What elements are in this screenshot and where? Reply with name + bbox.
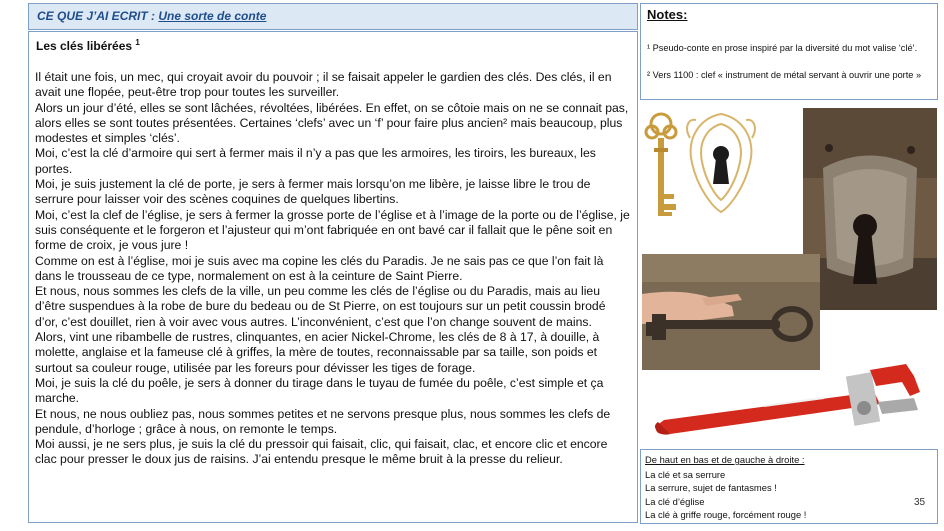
story-body	[35, 70, 631, 468]
church-key-image	[642, 254, 820, 370]
story-heading-text: Les clés libérées	[36, 39, 133, 53]
ornate-keyhole-image	[680, 108, 762, 218]
title-prefix: CE QUE J’AI ECRIT :	[37, 9, 159, 23]
story-paragraph: Moi, c’est la clef de l’église, je sers à fermer la grosse porte de l’église et à l’image de la porte ou de l’église, je suis conséquente et le forgeron et l’ajusteur qui m’ont fabriquée en ont bavé car il fallait que le pêne soit en forme de croix, je vous jure !	[35, 207, 630, 253]
story-paragraph: Alors un jour d’été, elles se sont lâchées, révoltées, libérées. En effet, on se côtoie mais on ne se connait pas, alors elles se sont toutes présentées. Certaines ‘clefs’ avec un ‘f’ pour faire plus ancien² mais beaucoup, plus modestes et simples ‘clés’.	[35, 100, 629, 146]
story-paragraph: Comme on est à l’église, moi je suis avec ma copine les clés du Paradis. Je ne sais pas ce que l’on fait là dans le trousseau de ce type, normalement on est à la ceinture de Saint Pierre.	[35, 253, 604, 283]
title-bar	[28, 3, 638, 30]
story-paragraph: Il était une fois, un mec, qui croyait avoir du pouvoir ; il se faisait appeler le gardien des clés. Des clés, il en avait une flopée, peut-être trop pour toutes les surveiller.	[35, 70, 612, 100]
caption-panel	[640, 449, 938, 524]
title-subtitle: Une sorte de conte	[158, 9, 267, 23]
story-paragraph: Moi, je suis la clé du poêle, je sers à donner du tirage dans le tuyau de fumée du poêle, c’est simple et ça marche.	[35, 375, 604, 406]
page-title	[37, 9, 266, 23]
old-lock-image	[803, 108, 937, 310]
notes-title: Notes:	[647, 7, 688, 22]
story-heading	[36, 38, 140, 53]
story-paragraph: Moi, c’est la clé d’armoire qui sert à fermer mais il n’y a pas que les armoires, les tiroirs, les bureaux, les portes.	[35, 146, 596, 176]
caption-line: La serrure, sujet de fantasmes !	[645, 482, 777, 493]
story-paragraph: Et nous, nous sommes les clefs de la ville, un peu comme les clés de l’église ou du Paradis, mais au lieu d’être suspendues à la robe de bure du bedeau ou de St Pierre, on est toujours sur un petit coussin brodé d’or, c’est douillet, rien à voir avec vous autres. L’inconvénient, c’est que l’on change souvent de mains.	[35, 284, 606, 329]
golden-key-image	[640, 108, 682, 223]
caption-title: De haut en bas et de gauche à droite :	[645, 454, 805, 465]
caption-line: La clé à griffe rouge, forcément rouge !	[645, 509, 807, 520]
story-panel	[28, 31, 638, 523]
red-wrench-image	[644, 362, 936, 444]
caption-line: La clé et sa serrure	[645, 469, 726, 480]
note-item: ² Vers 1100 : clef « instrument de métal servant à ouvrir une porte »	[647, 70, 922, 80]
story-paragraph: Alors, vint une ribambelle de rustres, clinquantes, en acier Nickel-Chrome, les clés de 8 à 17, à douille, à molette, anglaise et la fameuse clé à griffes, la mère de toutes, reconnaissable par sa taille, son poids et surtout sa couleur rouge, utilisée par les foreurs pour dévisser les tiges de forage.	[35, 330, 600, 375]
page-number: 35	[914, 497, 926, 508]
story-paragraph: Moi aussi, je ne sers plus, je suis la clé du pressoir qui faisait, clic, qui faisait, clac, et encore clic et encore clac pour presser le doux jus de raisins. J’ai entendu presque le même bruit à la presse du relieur.	[35, 437, 608, 467]
story-paragraph: Et nous, ne nous oubliez pas, nous sommes petites et ne servons presque plus, nous sommes les clefs de pendule, d’horloge ; grâce à nous, on remonte le temps.	[35, 406, 611, 436]
caption-line: La clé d’église	[645, 496, 705, 507]
story-paragraph: Moi, je suis justement la clé de porte, je sers à fermer mais lorsqu’on me libère, je laisse libre le trou de serrure pour laisser voir des scènes coquines de quelques libertins.	[35, 177, 591, 207]
notes-panel	[640, 3, 938, 100]
note-item: ¹ Pseudo-conte en prose inspiré par la diversité du mot valise ‘clé’.	[647, 43, 918, 53]
story-heading-note: 1	[135, 38, 140, 47]
